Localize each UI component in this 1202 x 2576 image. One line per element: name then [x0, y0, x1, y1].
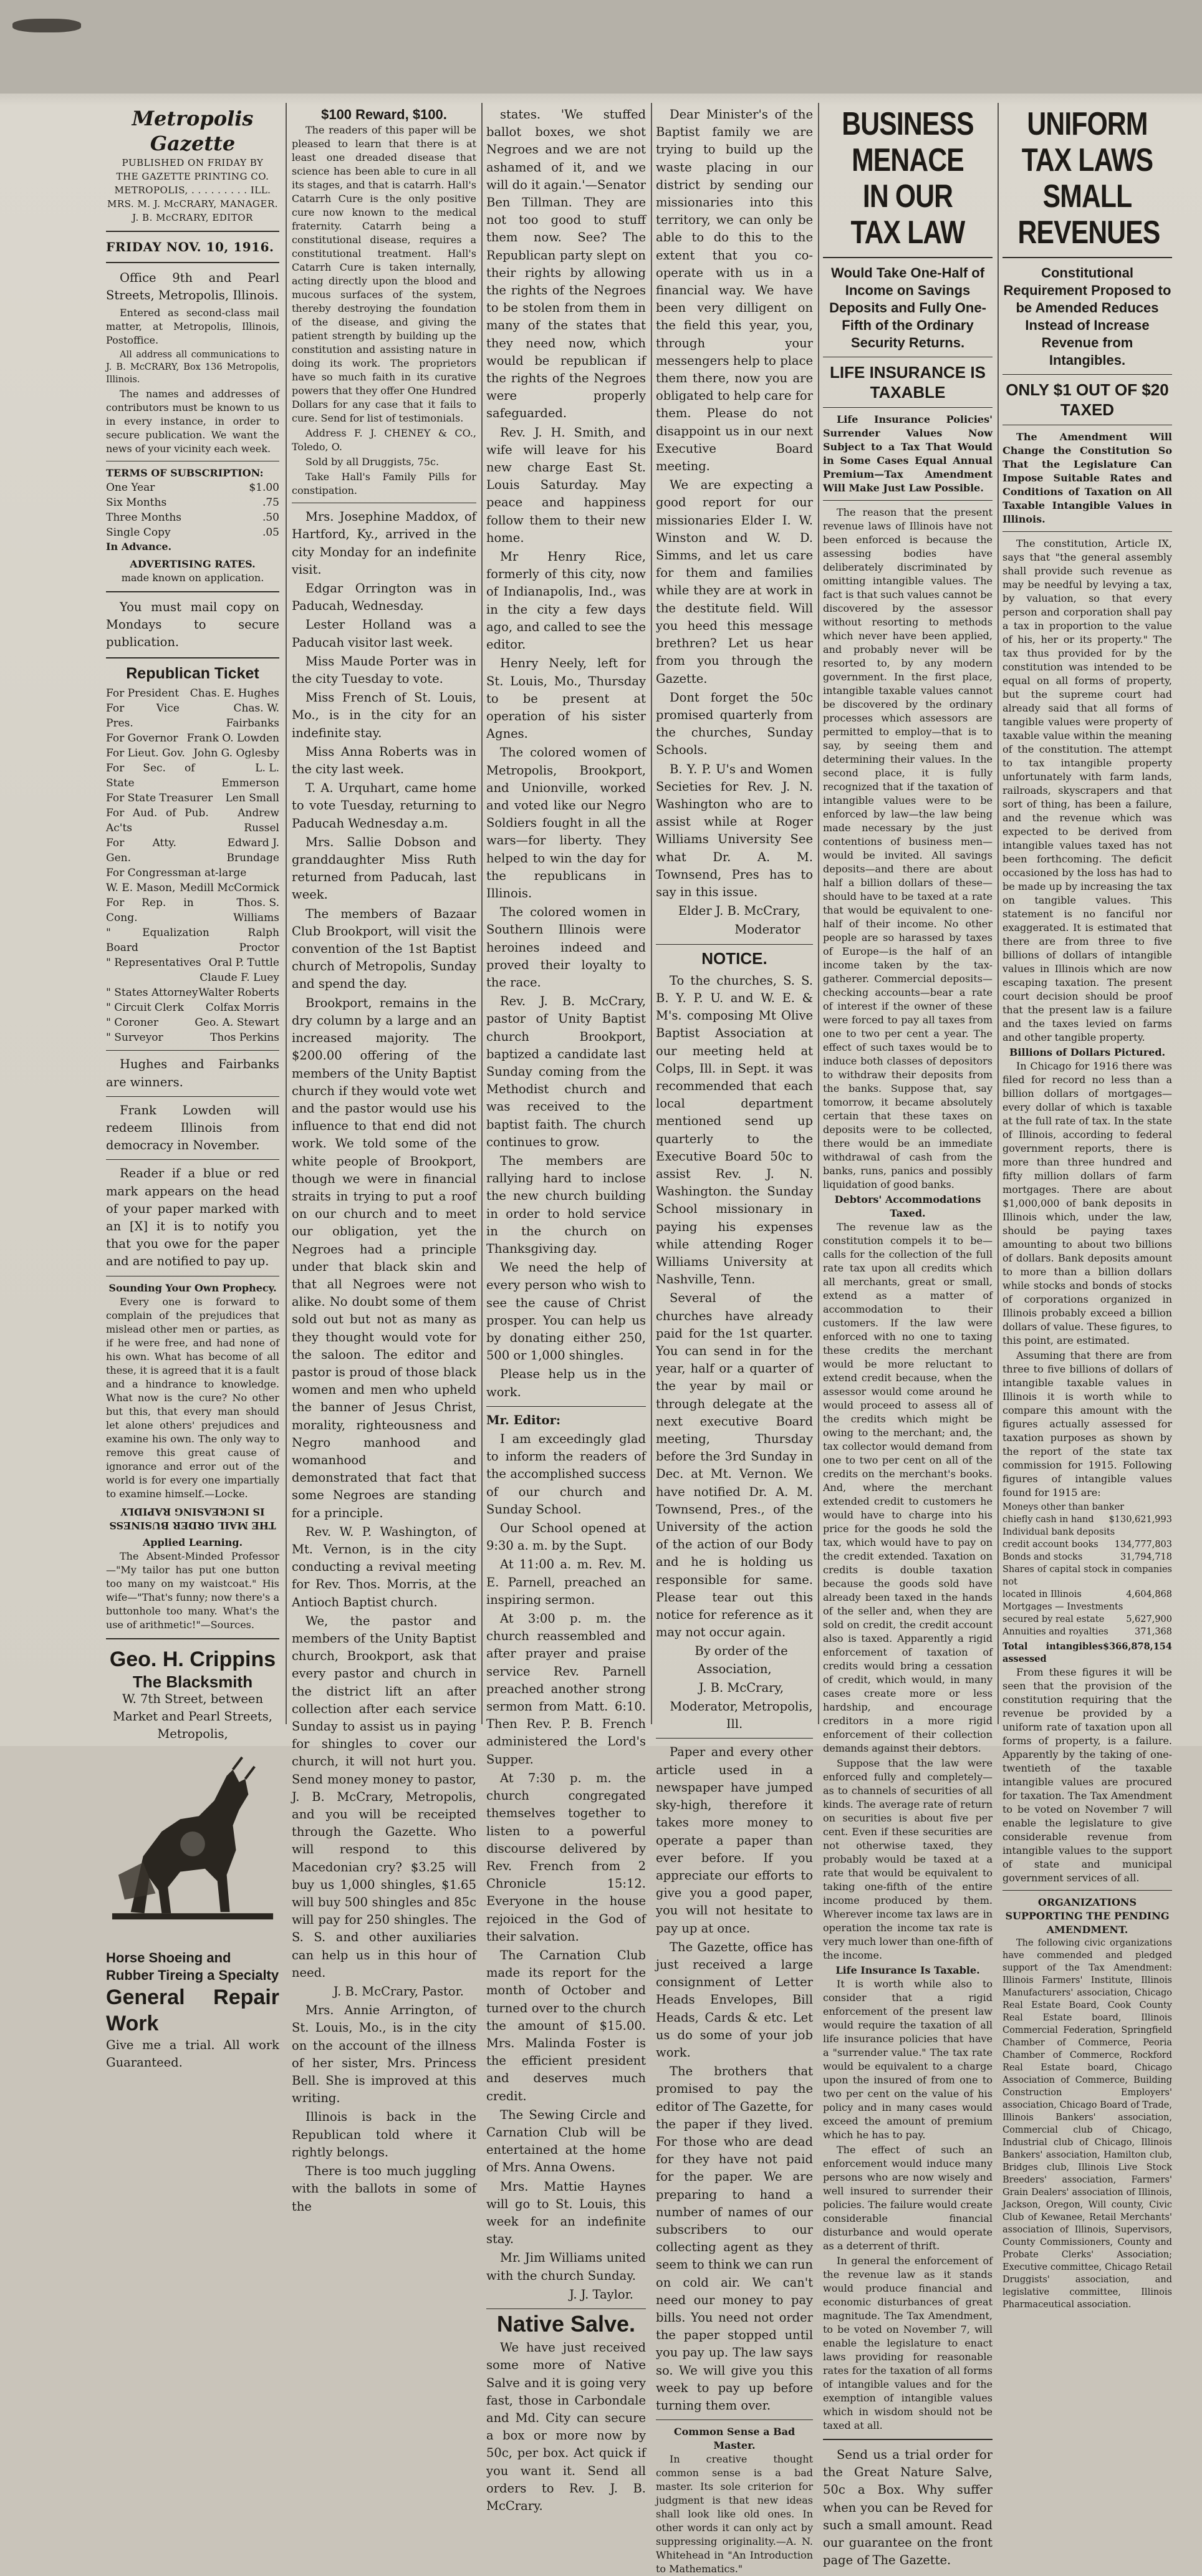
- news-item: Miss Maude Porter was in the city Tuesday to vote.: [292, 654, 476, 687]
- news-item: We, the pastor and members of the Unity Baptist church, Brookport, ask that every pastor and church in the district lift an after collection after each service Sunday to assist us in paying for shingles to cover our church, it will not hurt you. Send money money to pastor, J. B. McCrary, Metropolis, and you will be receipted through the Gazette. Who will respond to this Macedonian cry? $3.25 will buy us 1,000 shingles, $1.65 will buy 500 shingles and 85c will pay for 250 shingles. The S. S. and other auxiliaries can help us in this hour of need.: [292, 1613, 476, 1980]
- news-item: Please help us in the work.: [486, 1367, 646, 1399]
- adv-rates-text: made known on application.: [121, 571, 264, 584]
- article-body: [823, 506, 993, 1192]
- news-item: Suppose that the law were enforced fully and completely—as to channels of securities of all kinds. The average rate of return on securities is about five per cent. Even if these securities are not otherwise taxed, they probably would be taxed at a rate that would be equivalent to taking one-fifth of the entire income produced by them. Wherever income tax laws are in operation the income tax rate is very much lower than one-fifth of the income.: [823, 1757, 993, 1961]
- news-item: The members are rallying hard to inclose the new church building in order to hold service in the church on Thanksgiving day.: [486, 1153, 646, 1256]
- table-label: Individual bank deposits: [1002, 1527, 1115, 1537]
- divider: [106, 1638, 279, 1639]
- ticket-row: [106, 925, 279, 955]
- divider: [656, 944, 813, 945]
- ticket-office: " Surveyor: [106, 1031, 163, 1044]
- org-list: The following civic organizations have commended and pledged support of the Tax Amendment: Illinois Farmers' Institute, Illinois Manufacturers' association, Chicago Real Estate Board, Cook County Real Estate board, Illinois Commercial Federation, Springfield Chamber of Commerce, Peoria Chamber of Commerce, Rockford Real Estate board, Chicago Association of Commerce, Building Construction Employers' association, Chicago Board of Trade, Illinois Bankers' association, Commercial club of Chicago, Industrial club of Chicago, Illinois Bankers' association, Hamilton club, Bridges club, Illinois Live Stock Breeders' association, Farmers' Grain Dealers' association of Illinois, Jackson, Oregon, Will county, Civic Club of Kewanee, Retail Merchants' association of Illinois, Supervisors, County Commissioners, County and Probate Clerks' Association; Executive committee, Chicago Retail Druggists' association, and legislative committee, Illinois Pharmaceutical association.: [1002, 1938, 1172, 2310]
- news-item: At 3:00 p. m. the church reassembled and after prayer and praise service Rev. Parnell preached another strong sermon from Matt. 6:10. Then Rev. P. B. French administered the Lord's Supper.: [486, 1611, 646, 1767]
- section-title: Billions of Dollars Pictured.: [1009, 1046, 1166, 1058]
- ticket-title: Republican Ticket: [126, 665, 259, 683]
- signature: J. B. McCrary,: [698, 1680, 784, 1695]
- ticket-candidate: Colfax Morris: [205, 1001, 279, 1015]
- reward-address: Address F. J. CHENEY & CO., Toledo, O.: [292, 427, 476, 453]
- table-row: [1002, 1563, 1172, 1588]
- ticket-candidate: Thos Perkins: [210, 1031, 279, 1044]
- signature: J. J. Taylor.: [569, 2287, 633, 2302]
- terms-value: .50: [262, 511, 279, 524]
- ticket-office: For Rep. in Cong.: [106, 897, 194, 925]
- divider: [106, 591, 279, 592]
- news-item: It is worth while also to consider that a rigid enforcement of the present law would require the taxation of all life insurance policies that have a "surrender value." The tax rate would be equivalent to a charge upon the insured of from one to two per cent on the value of his policy and in many cases would exceed the amount of premium which he has to pay.: [823, 1978, 993, 2141]
- ticket-office: For President: [106, 687, 180, 700]
- ticket-row: [106, 806, 279, 836]
- ticket-office: W. E. Mason,: [106, 882, 176, 895]
- news-item: At 11:00 a. m. Rev. M. E. Parnell, preached an inspiring sermon.: [486, 1557, 646, 1607]
- news-item: Mrs. Annie Arrington, of St. Louis, Mo., is in the city on the account of the illness of her sister, Mrs. Princess Bell. She is improved at this writing.: [292, 2003, 476, 2106]
- ticket-row: [106, 880, 279, 895]
- ticket-office: For Vice Pres.: [106, 702, 180, 730]
- article-body: [823, 1220, 993, 1962]
- ticket-row: [106, 895, 279, 925]
- article-body: [823, 1977, 993, 2433]
- divider: [1002, 531, 1172, 532]
- local-items: [292, 508, 476, 1982]
- news-item: Illinois is back in the Republican told where it rightly belongs.: [292, 2110, 476, 2159]
- news-item: Mrs. Sallie Dobson and granddaughter Miss Ruth returned from Paducah, last week.: [292, 834, 476, 902]
- table-row: [1002, 1626, 1172, 1638]
- news-item: Lester Holland was a Paducah visitor last week.: [292, 617, 476, 650]
- news-item: Mrs. Mattie Haynes will go to St. Louis, this week for an indefinite stay.: [486, 2179, 646, 2247]
- ticket-row: [106, 1000, 279, 1015]
- divider: [106, 1096, 279, 1097]
- item-title: Common Sense a Bad Master.: [673, 2426, 796, 2452]
- news-item: The colored women of Metropolis, Brookport, and Unionville, worked and voted like our Negro Soldiers fought in all the wars—for liberty. They helped to win the day for the republicans in Illinois.: [486, 745, 646, 900]
- assessment-table: [1002, 1501, 1172, 1638]
- article-subhead: ONLY $1 OUT OF $20 TAXED: [1006, 380, 1169, 419]
- article-subhead: Constitutional Requirement Proposed to be Amended Reduces Instead of Increase Revenue from Intangibles.: [1003, 265, 1171, 368]
- table-row: [1002, 1513, 1172, 1526]
- salve-text: We have just received some more of Native Salve and it is going very fast, those in Carbondale and Md. City can secure a box or more now by 50c, per box. Act quick if you want it. Send all orders to Rev. J. B. McCrary.: [486, 2340, 646, 2514]
- news-item: In Chicago for 1916 there was filed for record no less than a billion dollars of mortgages—every dollar of which is taxable at the full rate of tax. In the state of Illinois, according to federal government reports, there is more than three hundred and fifty million dollars of farm mortgages. There are about $1,000,000 of bank deposits in Illinois which, under the law, should be paying taxes amounting to about two billions of dollars. Bank deposits amount to more than a billion dollars while stocks and bonds of stocks of corporations organized in Illinois probably exceed a billion dollars of value. These figures, to this point, are estimated.: [1002, 1060, 1172, 1346]
- terms-row: [106, 525, 279, 540]
- column-rule: [286, 103, 287, 1724]
- reward-pills: Take Hall's Family Pills for constipation.: [292, 471, 476, 497]
- horse-illustration-icon: [106, 1750, 279, 1937]
- article-subhead: Would Take One-Half of Income on Savings Deposits and Fully One-Fifth of the Ordinary Security Returns.: [829, 265, 986, 350]
- article-deck: The Amendment Will Change the Constitution So That the Legislature Can Impose Suitable Rates and Conditions of Taxation on All Taxable Intangible Values in Illinois.: [1002, 431, 1172, 525]
- table-row: [1002, 1501, 1172, 1513]
- table-label: located in Illinois: [1002, 1589, 1082, 1599]
- news-item: Dear Minister's of the Baptist family we are trying to build up the waste placing in our district by sending our missionaries into this territory, we can only be able to do this to the extent that you co-operate with us in a financial way. We have been very dilligent on the field this year, you, through your messengers help to place them there, now you are obligated to help care for them. Please do not disappoint us in our next Executive Board meeting.: [656, 107, 813, 474]
- terms-label: Six Months: [106, 496, 167, 509]
- news-item: Paper and every other article used in a newspaper have jumped sky-high, therefore it takes more money to operate a paper than ever before. If you appreciate our efforts to give you a good paper, you will not hesitate to pay up at once.: [656, 1745, 813, 1936]
- news-item: Miss French of St. Louis, Mo., is in the city for an indefinite stay.: [292, 690, 476, 740]
- terms-value: $1.00: [249, 481, 279, 494]
- news-item: The brothers that promised to pay the editor of The Gazette, for the paper if they lived. For those who are dead for they have not paid for the paper. We are preparing to hand a number of names of our subscribers to our collecting agent as they seem to think we can run on cold air. We can't need our money to pay bills. You need not order the paper stopped until you pay up. The law says so. We will give you this week to pay up before turning them over.: [656, 2064, 813, 2413]
- ticket-row: [106, 955, 279, 970]
- ad-name: Geo. H. Crippins: [109, 1647, 276, 1671]
- total-label: Total intangibles assessed: [1002, 1641, 1103, 1664]
- news-item: T. A. Urquhart, came home to vote Tuesday, returning to Paducah Wednesday a.m.: [292, 781, 476, 831]
- terms-row: [106, 510, 279, 525]
- news-item: Edgar Orrington was in Paducah, Wednesday.: [292, 581, 476, 614]
- table-value: 5,627,900: [1126, 1614, 1172, 1624]
- terms-title: TERMS OF SUBSCRIPTION:: [106, 466, 264, 479]
- contributors-notice: The names and addresses of contributors must be known to us in every instance, in order to secure publication. We want the news of your vicinity each week.: [106, 387, 279, 455]
- table-value: $130,621,993: [1108, 1515, 1172, 1525]
- news-item: Rev. J. B. McCrary, pastor of Unity Baptist church Brookport, baptized a candidate last Sunday coming from the Methodist church and was received to the baptist faith. The church continues to grow.: [486, 994, 646, 1149]
- news-item: The Absent-Minded Professor—"My tailor has put one button too many on my waistcoat." His wife—"That's funny; now there's a buttonhole too many. What's the use of arithmetic!"—Sources.: [106, 1550, 279, 1631]
- news-item: Assuming that there are from three to five billions of dollars of intangible taxable values in Illinois it is worth while to compare this amount with the figures actually assessed for taxation purposes as shown by the report of the state tax commission for 1915. Following figures of intangible values found for 1915 are:: [1002, 1349, 1172, 1498]
- section-title: Life Insurance Is Taxable.: [835, 1964, 980, 1976]
- article-banner: UNIFORM TAX LAWS SMALL REVENUES: [1017, 106, 1160, 251]
- table-row: [1002, 1551, 1172, 1563]
- table-row: [1002, 1588, 1172, 1601]
- table-row: [1002, 1538, 1172, 1551]
- notice-body: [656, 972, 813, 1642]
- ticket-candidate: John G. Oglesby: [193, 747, 279, 760]
- column-rule: [651, 103, 652, 1724]
- terms-label: Three Months: [106, 511, 182, 524]
- column-4: [656, 106, 813, 2575]
- notice-title: NOTICE.: [701, 948, 767, 968]
- news-item: From these figures it will be seen that the provision of the constitution requiring that the revenue be provided by a uniform rate of taxation upon all forms of property, is a failure. Apparently by the taking of one-twentieth of the taxable intangible values are procured for taxation. The Tax Amendment to be voted on November 7 will enable the legislature to give considerable revenue from intangible values to the support of state and municipal government services of all.: [1002, 1666, 1172, 1884]
- ticket-candidate: Medill McCormick: [180, 882, 279, 895]
- ticket-row: [106, 746, 279, 761]
- page-top-fade: [0, 69, 1202, 106]
- news-item: Several of the churches have already paid for the 1st quarter. You can send in for the year, half or a quarter of the year by mail or through delegate at the next executive Board meeting, Thursday before the 3rd Sunday in Dec. at Mt. Vernon. We have notified Dr. A. M. Townsend, Pres., of the University of the action of the action of our Body and he is holding us responsible for same. Please tear out this notice for reference as it may not occur again.: [656, 1291, 813, 1640]
- publisher-line: METROPOLIS, . . . . . . . . . ILL.: [114, 185, 271, 196]
- news-item: Rev. W. P. Washington, of Mt. Vernon, is in the city conducting a revival meeting for Rev. Thos. Morris, at the Antioch Baptist church.: [292, 1524, 476, 1609]
- ticket-candidate: L. L. Emmerson: [221, 762, 279, 790]
- divider: [1002, 257, 1172, 258]
- table-row: [1002, 1613, 1172, 1626]
- ticket-office: " Representatives: [106, 957, 201, 970]
- notice-order: By order of the Association,: [695, 1644, 788, 1676]
- article-deck: Life Insurance Policies' Surrender Values Now Subject to a Tax That Would in Some Cases Equal Annual Premium—Tax Amendment Will Make Just Law Possible.: [823, 413, 993, 494]
- ticket-row: [106, 970, 279, 985]
- ticket-candidate: Thos. S. Williams: [233, 897, 279, 925]
- ticket-candidate: Chas. E. Hughes: [190, 687, 279, 700]
- ticket-row: [106, 985, 279, 1000]
- office-address: Office 9th and Pearl Streets, Metropolis, Illinois.: [106, 271, 279, 303]
- column-rule: [998, 103, 999, 1724]
- table-row: [1002, 1601, 1172, 1613]
- ticket-candidate: Frank O. Lowden: [186, 732, 279, 745]
- section-title: Debtors' Accommodations Taxed.: [834, 1194, 981, 1219]
- news-item: In creative thought common sense is a bad master. Its sole criterion for judgment is that new ideas shall look like old ones. In other words it can only act by suppressing originality.—A. N. Whitehead in "An Introduction to Mathematics.": [656, 2453, 813, 2575]
- divider: [656, 1738, 813, 1739]
- table-label: Moneys other than banker: [1002, 1502, 1125, 1512]
- ad-shoeing: Horse Shoeing and Rubber Tireing a Specialty: [106, 1949, 279, 1983]
- letter-body: [486, 1430, 646, 2285]
- column-5: [823, 106, 993, 2568]
- column-rule: [818, 103, 819, 1724]
- local-items: [656, 1744, 813, 2414]
- news-item: Frank Lowden will redeem Illinois from democracy in November.: [106, 1102, 279, 1153]
- masthead: Metropolis Gazette: [132, 107, 254, 155]
- ticket-row: [106, 686, 279, 701]
- ticket-office: For State Treasurer: [106, 792, 213, 805]
- terms-value: .05: [262, 526, 279, 539]
- ticket-row: [106, 791, 279, 806]
- news-item: The members of Bazaar Club Brookport, will visit the convention of the 1st Baptist church of Metropolis, Sunday and spend the day.: [292, 906, 476, 991]
- news-item: B. Y. P. U's and Women Secieties for Rev. J. N. Washington who are to assist while at Roger Williams University See what Dr. A. M. Townsend, Pres has to say in this issue.: [656, 761, 813, 899]
- reward-title: $100 Reward, $100.: [321, 107, 447, 122]
- news-item: The colored women in Southern Illinois were heroines indeed and proved their loyalty to the race.: [486, 905, 646, 990]
- table-label: chiefly cash in hand: [1002, 1515, 1094, 1525]
- column-2: [292, 106, 476, 2214]
- ticket-office: " Circuit Clerk: [106, 1001, 184, 1015]
- terms-label: One Year: [106, 481, 155, 494]
- ticket-row: [106, 1015, 279, 1030]
- news-item: The effect of such an enforcement would induce many persons who are now wisely and well insured to surrender their policies. The failure would create considerable financial disturbance and would operate as a deterrent of thrift.: [823, 2144, 993, 2252]
- divider: [106, 657, 279, 658]
- entry-notice: Entered as second-class mail matter, at Metropolis, Illinois, Postoffice.: [106, 306, 279, 346]
- item-title: Applied Learning.: [142, 1536, 243, 1548]
- advance-note: In Advance.: [106, 540, 172, 552]
- local-items: [656, 106, 813, 901]
- mail-notice: You must mail copy on Mondays to secure publication.: [106, 599, 279, 650]
- divider: [823, 500, 993, 501]
- column-1: [106, 106, 279, 2070]
- ink-smudge: [12, 19, 81, 32]
- section-title: ORGANIZATIONS SUPPORTING THE PENDING AMENDMENT.: [1005, 1896, 1170, 1936]
- dateline: FRIDAY NOV. 10, 1916.: [106, 239, 274, 254]
- ticket-candidate: Edward J. Brundage: [226, 837, 279, 865]
- news-item: The constitution, Article IX, says that "the general assembly shall provide such revenue as may be needful by levying a tax, by valuation, so that every person and corporation shall pay a tax in proportion to the value of his, her or its property." The tax thus provided for by the constitution was intended to be equal on all forms of property, but the supreme court had already said that all forms of tangible values were property of taxable value within the meaning of the constitution. The attempt to tax intangible property unfortunately with farm lands, railroads, skyscrapers and that sort of thing, has been a failure, and the revenue which was expected to be derived from intangible values taxed has not been forthcoming. The deficit occasioned by the loss has had to be made up by increasing the tax on tangible values. This statement is no fanciful nor exaggerated. It is estimated that there are from three to five billions of dollars of intangible values in Illinois which are now escaping taxation. The present court decision should be proof that the present law is a failure and the taxes levied on farms and other tangible property.: [1002, 538, 1172, 1043]
- article-body: [1002, 1666, 1172, 1885]
- ticket-candidate: Andrew Russel: [238, 807, 279, 835]
- news-item: The Carnation Club made its report for the month of October and turned over to the church the amount of $15.00. Mrs. Malinda Foster is the efficient president and deserves much credit.: [486, 1947, 646, 2103]
- ticket-candidate: Len Small: [225, 792, 279, 805]
- column-6: [1002, 106, 1172, 2310]
- news-item: The Sewing Circle and Carnation Club will be entertained at the home of Mrs. Anna Owens.: [486, 2107, 646, 2175]
- table-label: Bonds and stocks: [1002, 1552, 1083, 1562]
- news-item: In general the enforcement of the revenue law as it stands would produce financial and economic disturbances of great magnitude. The Tax Amendment, to be voted on November 7, will enable the legislature to enact laws providing for reasonable rates for the taxation of all forms of intangible values and for the exemption of intangible values which in wisdom should not be taxed at all.: [823, 2255, 993, 2431]
- divider: [823, 2439, 993, 2440]
- divider: [486, 2308, 646, 2309]
- divider: [656, 2419, 813, 2420]
- publisher-line: PUBLISHED ON FRIDAY BY: [122, 157, 264, 168]
- ticket-candidate: Ralph Proctor: [239, 927, 279, 955]
- terms-label: Single Copy: [106, 526, 171, 539]
- ticket-candidate: Oral P. Tuttle: [208, 957, 279, 970]
- ad-address: W. 7th Street, between Market and Pearl Streets, Metropolis,: [113, 1691, 272, 1742]
- divider: [106, 1159, 279, 1160]
- news-item: To the churches, S. S. B. Y. P. U. and W. E. & M's. composing Mt Olive Baptist Association at our meeting held at Colps, Ill. in Sept. it was recommended that each local department mentioned send up quarterly to the Executive Board 50c to assist Rev. J. N. Washington. the Sunday School missionary in paying his expenses while attending Roger Williams University at Nashville, Tenn.: [656, 973, 813, 1287]
- terms-row: [106, 480, 279, 495]
- letter-salutation: Mr. Editor:: [486, 1412, 561, 1427]
- divider: [1002, 1890, 1172, 1891]
- news-item: Miss Anna Roberts was in the city last week.: [292, 744, 476, 777]
- local-items: [486, 106, 646, 1401]
- news-item: The revenue law as the constitution compels it to be—calls for the collection of the full rate tax upon all credits which all merchants, great or small, extend as a matter of accommodation to their customers. If the law were enforced with no one to taxing these credits the merchant would be more reluctant to extend credit because, when the assessor would come around he would proceed to assess all of the credits which might be owing to the merchant; and, the tax collector would demand from one to two per cent on all of the credits on the merchant's books. And, where the merchant extended credit to customers he would have to charge into his price for the goods he sold the tax, which would have to pay on the credit extended. Taxation on credits is double taxation because the goods sold have already been taxed in the hands of the seller and, when they are sold on credit, the credit account also is taxed. Apparently a rigid enforcement of taxation of credits would bring a cessation of credit, which would, in many cases create more or less hardship, and encourage creditors in a more rigid enforcement of their collection demands against their debtors.: [823, 1221, 993, 1754]
- table-label: credit account books: [1002, 1540, 1099, 1550]
- divider: [1002, 374, 1172, 375]
- reward-text: The readers of this paper will be pleased to learn that there is at least one dreaded disease that science has been able to cure in all its stages, and that is catarrh. Hall's Catarrh Cure is the only positive cure now known to the medical fraternity. Catarrh being a constitutional disease, requires a constitutional treatment. Hall's Catarrh Cure is taken internally, acting directly upon the blood and mucous surfaces of the system, thereby destroying the foundation of the disease, and giving the patient strength by building up the constitution and assisting nature in doing its work. The proprietors have so much faith in its curative powers that they offer One Hundred Dollars for any case that it fails to cure. Send for list of testimonials.: [292, 124, 476, 425]
- news-item: We are expecting a good report for our missionaries Elder I. W. Winston and W. D. Simms, and let us care for them and families while they are at work in the destitute field. Will you heed this message brethren? Let us hear from you through the Gazette.: [656, 478, 813, 686]
- total-value: $366,878,154: [1103, 1641, 1172, 1652]
- reward-sold: Sold by all Druggists, 75c.: [305, 456, 440, 468]
- divider: [106, 1050, 279, 1051]
- ticket-candidate: Geo. A. Stewart: [195, 1016, 279, 1030]
- article-body: [1002, 1059, 1172, 1500]
- ticket-office: For Congressman at-large: [106, 867, 247, 880]
- table-value: 371,368: [1135, 1627, 1172, 1637]
- ticket-row: [106, 866, 279, 880]
- table-value: 134,777,803: [1114, 1540, 1172, 1550]
- article-subhead: LIFE INSURANCE IS TAXABLE: [830, 363, 986, 402]
- news-item: The reason that the present revenue laws of Illinois have not been enforced is because the assessing bodies have deliberately discriminated by omitting intangible values. The fact is that such values cannot be discovered by the assessor without resorting to methods which never have been applied, and probably never will be resorted to, by any modern government. In the first place, intangible taxable values cannot be discovered by the ordinary processes which assessors are permitted to employ—that is to say, by seeing them and determining their values. In the second place, it is fully recognized that if the taxation of intangible values were to be enforced by law—the law being made necessary by the just contentions of business men—would be invited. All savings deposits—and there are about half a billion dollars of these—should have to be taxed at a rate that would be equivalent to one-half of their income. No other people are so harassed by taxes of Europe—is the half of an income taken by the tax-gatherer. Commercial deposits—checking accounts—bear a rate of interest if the owner of these were forced to pay all taxes from one to two per cent a year. The effect of such taxes would be to induce both classes of depositors to withdraw their deposits from the banks. Suppose that, say tomorrow, it became absolutely certain that these taxes on deposits were to be collected, there would be an immediate withdrawal of cash from the banks, runs, panics and possibly liquidation of good banks.: [823, 506, 993, 1190]
- salve-title: Native Salve.: [496, 2310, 636, 2337]
- assessment-total: [1002, 1641, 1172, 1666]
- ticket-office: " States Attorney: [106, 987, 198, 1000]
- divider: [106, 231, 279, 232]
- table-value: 4,604,868: [1126, 1589, 1172, 1599]
- table-label: secured by real estate: [1002, 1614, 1105, 1624]
- article-banner: BUSINESS MENACE IN OUR TAX LAW: [842, 106, 974, 251]
- ticket-candidate: Walter Roberts: [198, 987, 279, 1000]
- news-item: Hughes and Fairbanks are winners.: [106, 1057, 279, 1089]
- ticket-office: For Aud. of Pub. Ac'ts: [106, 807, 209, 835]
- ticket-row: [106, 761, 279, 791]
- ticket-row: [106, 1030, 279, 1045]
- inverted-line: THE MAIL ORDER BUSINESS IS INCREASING RAPIDLY: [109, 1505, 276, 1532]
- signature: J. B. McCrary, Pastor.: [333, 1984, 464, 1999]
- news-item: states. 'We stuffed ballot boxes, we shot Negroes and we are not ashamed of it, and we will do it again.'—Senator Ben Tillman. They are not too good to stuff them now. See? The Republican party slept on their rights by allowing the rights of the Negroes to be stolen from them in many of the states that they need now, which would be republican if the rights of the Negroes were properly safeguarded.: [486, 107, 646, 421]
- address-notice: All address all communications to J. B. McCRARY, Box 136 Metropolis, Illinois.: [106, 349, 279, 385]
- divider: [823, 407, 993, 408]
- ticket-office: For Atty. Gen.: [106, 837, 176, 865]
- adv-rates-title: ADVERTISING RATES.: [130, 557, 256, 570]
- salve-ad: Send us a trial order for the Great Nature Salve, 50c a Box. Why suffer when you can be Reved for such a small amount. Read our guarantee on the front page of The Gazette.: [823, 2448, 993, 2568]
- terms-value: .75: [262, 496, 279, 509]
- ticket-row: [106, 836, 279, 866]
- table-row: [1002, 1526, 1172, 1538]
- article-body: [1002, 537, 1172, 1044]
- local-items: [292, 2002, 476, 2215]
- item-title: Sounding Your Own Prophecy.: [108, 1281, 277, 1294]
- news-item: Dont forget the 50c promised quarterly from the churches, Sunday Schools.: [656, 690, 813, 758]
- ticket-office: For Sec. of State: [106, 762, 195, 790]
- news-item: Our School opened at 9:30 a. m. by the Supt.: [486, 1521, 646, 1553]
- news-item: Every one is forward to complain of the prejudices that mislead other men or parties, as if he were free, and had none of his own. What has become of all these, it is agreed that it is a fault and a hindrance to knowledge. What now is the cure? No other but this, that every man should let alone others' prejudices and examine his own. The only way to remove this great cause of ignorance and error out of the world is for every one impartially to examine himself.—Locke.: [106, 1295, 279, 1500]
- terms-row: [106, 495, 279, 510]
- divider: [106, 262, 279, 263]
- news-item: We need the help of every person who wish to see the cause of Christ prosper. You can help us by donating either 250, 500 or 1,000 shingles.: [486, 1260, 646, 1363]
- news-item: Brookport, remains in the dry column by a large and an increased majority. The $200.00 offering of the members of the Unity Baptist church if they would vote wet and the pastor would use his influence to that end did not work. We told some of the white people of Brookport, though we were in financial straits in trying to put a roof on our church and to meet our obligation, yet the Negroes had a principle under that black skin and that all Negroes were not alike. No doubt some of them sold out but not as many as they thought would vote for the saloon. The editor and pastor is proud of those black women and men who upheld the banner of Jesus Christ, morality, righteousness and Negro manhood and womanhood and demonstrated that fact that some Negroes are standing for a principle.: [292, 995, 476, 1520]
- news-item: There is too much juggling with the ballots in some of the: [292, 2164, 476, 2214]
- ticket-office: " Coroner: [106, 1016, 158, 1030]
- divider: [486, 1406, 646, 1407]
- news-item: Mr Henry Rice, formerly of this city, now of Indianapolis, Ind., was in the city a few days ago, and called to see the editor.: [486, 549, 646, 652]
- table-value: 31,794,718: [1120, 1552, 1172, 1562]
- table-label: Mortgages — Investments: [1002, 1602, 1123, 1612]
- news-item: Reader if a blue or red mark appears on the head of your paper marked with an [X] it is to notify you that you owe for the paper and are notified to pay up.: [106, 1166, 279, 1269]
- signature: Elder J. B. McCrary,: [678, 904, 801, 919]
- column-rule: [481, 103, 483, 1724]
- news-item: The Gazette, office has just received a large consignment of Letter Heads Envelopes, Bill Heads, Cards & etc. Let us do some of your job work.: [656, 1939, 813, 2060]
- ticket-candidate: Claude F. Luey: [200, 972, 279, 985]
- publisher-line: THE GAZETTE PRINTING CO.: [116, 171, 269, 182]
- table-label: Annuities and royalties: [1002, 1627, 1108, 1637]
- ticket-office: " Equalization Board: [106, 927, 209, 955]
- ticket-candidate: Chas. W. Fairbanks: [226, 702, 279, 730]
- column-3: [486, 106, 646, 2514]
- ad-trade: The Blacksmith: [132, 1672, 253, 1691]
- publisher-line: J. B. McCRARY, EDITOR: [132, 212, 253, 223]
- ticket-office: For Governor: [106, 732, 178, 745]
- news-item: Mrs. Josephine Maddox, of Hartford, Ky., arrived in the city Monday for an indefinite visit.: [292, 509, 476, 577]
- news-item: Rev. J. H. Smith, and wife will leave for his new charge East St. Louis Saturday. May peace and happiness follow them to their new home.: [486, 425, 646, 545]
- news-item: I am exceedingly glad to inform the readers of the accomplished success of our church and Sunday School.: [486, 1432, 646, 1517]
- signature-title: Moderator, Metropolis, Ill.: [670, 1699, 813, 1732]
- publisher-line: MRS. M. J. McCRARY, MANAGER.: [107, 198, 279, 210]
- ticket-row: [106, 731, 279, 746]
- ticket-office: For Lieut. Gov.: [106, 747, 185, 760]
- news-item: Henry Neely, left for St. Louis, Mo., Thursday to be present at operation of his sister Agnes.: [486, 656, 646, 741]
- signature-title: Moderator: [734, 922, 801, 937]
- table-label: Shares of capital stock in companies not: [1002, 1565, 1172, 1587]
- ad-trial: Give me a trial. All work Guaranteed.: [106, 2038, 279, 2070]
- ad-repair: General Repair Work: [106, 1985, 279, 2036]
- ticket-list: [106, 686, 279, 1045]
- news-item: Mr. Jim Williams united with the church Sunday.: [486, 2250, 646, 2283]
- news-item: At 7:30 p. m. the church congregated themselves together to listen to a powerful discourse delivered by Rev. French from 2 Chronicle 15:12. Everyone in the house rejoiced in the God of their salvation.: [486, 1770, 646, 1944]
- divider: [823, 257, 993, 258]
- ticket-row: [106, 701, 279, 731]
